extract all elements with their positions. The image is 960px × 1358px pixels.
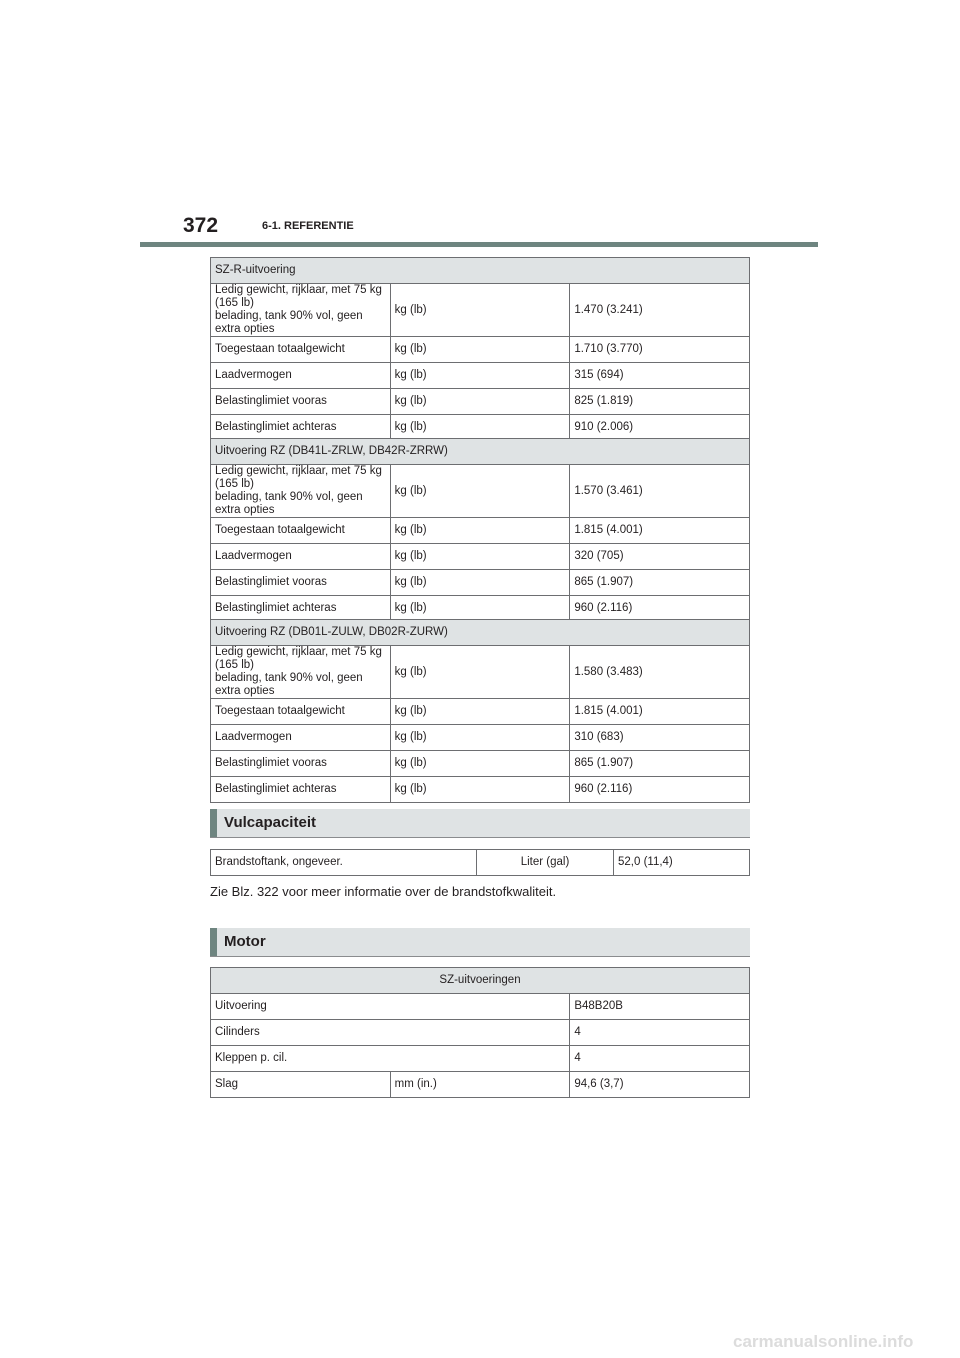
row-value: 1.815 (4.001) <box>570 518 750 544</box>
row-value: 315 (694) <box>570 363 750 389</box>
table-row <box>211 725 750 751</box>
weights-table-szr <box>210 257 750 441</box>
row-label-line: belading, tank 90% vol, geen extra opties <box>215 310 363 335</box>
table-row <box>211 646 750 699</box>
row-unit: kg (lb) <box>390 518 570 544</box>
row-label: Toegestaan totaalgewicht <box>211 337 391 363</box>
row-unit: kg (lb) <box>390 777 570 803</box>
table-row <box>211 1020 750 1046</box>
row-value: 52,0 (11,4) <box>614 850 750 876</box>
table-row <box>211 465 750 518</box>
row-unit: kg (lb) <box>390 465 570 518</box>
section-heading-label: Vulcapaciteit <box>224 814 316 831</box>
table-row <box>211 777 750 803</box>
table-row <box>211 389 750 415</box>
page-number: 372 <box>183 214 219 237</box>
row-label-line: Ledig gewicht, rijklaar, met 75 kg (165 lb) <box>215 646 382 671</box>
row-value: 320 (705) <box>570 544 750 570</box>
row-unit: kg (lb) <box>390 284 570 337</box>
table-row <box>211 415 750 441</box>
row-value: 960 (2.116) <box>570 596 750 622</box>
row-value: 94,6 (3,7) <box>570 1072 750 1098</box>
row-unit: kg (lb) <box>390 646 570 699</box>
row-label: Laadvermogen <box>211 544 391 570</box>
table-row <box>211 596 750 622</box>
table-title: SZ-R-uitvoering <box>211 258 750 284</box>
section-heading-label: Motor <box>224 933 266 950</box>
row-label: Brandstoftank, ongeveer. <box>211 850 477 876</box>
row-unit: kg (lb) <box>390 699 570 725</box>
table-row <box>211 284 750 337</box>
row-value: 1.580 (3.483) <box>570 646 750 699</box>
table-row <box>211 699 750 725</box>
row-unit: kg (lb) <box>390 389 570 415</box>
row-unit: kg (lb) <box>390 337 570 363</box>
fuel-table <box>210 849 750 876</box>
row-value: 865 (1.907) <box>570 570 750 596</box>
row-label: Uitvoering <box>211 994 570 1020</box>
table-title: Uitvoering RZ (DB01L-ZULW, DB02R-ZURW) <box>211 620 750 646</box>
row-value: 960 (2.116) <box>570 777 750 803</box>
row-label-line: belading, tank 90% vol, geen extra opties <box>215 672 363 697</box>
row-label: Laadvermogen <box>211 363 391 389</box>
row-label: Belastinglimiet achteras <box>211 777 391 803</box>
weights-table-rz-zr <box>210 438 750 622</box>
row-unit: mm (in.) <box>390 1072 570 1098</box>
table-row <box>211 337 750 363</box>
row-label-line: Ledig gewicht, rijklaar, met 75 kg (165 lb) <box>215 284 382 309</box>
table-row <box>211 363 750 389</box>
row-label: Cilinders <box>211 1020 570 1046</box>
heading-accent <box>210 809 217 837</box>
table-row <box>211 994 750 1020</box>
weights-table-rz-zu <box>210 619 750 803</box>
row-value: 825 (1.819) <box>570 389 750 415</box>
site-watermark: carmanualsonline.info <box>733 1332 914 1351</box>
fuel-quality-note: Zie Blz. 322 voor meer informatie over de brandstofkwaliteit. <box>210 884 557 899</box>
row-value: B48B20B <box>570 994 750 1020</box>
table-row <box>211 751 750 777</box>
row-unit: kg (lb) <box>390 570 570 596</box>
row-label <box>211 465 391 518</box>
header-divider <box>140 242 818 247</box>
heading-accent <box>210 928 217 956</box>
row-label: Kleppen p. cil. <box>211 1046 570 1072</box>
row-label: Belastinglimiet achteras <box>211 415 391 441</box>
row-label: Belastinglimiet vooras <box>211 570 391 596</box>
row-value: 310 (683) <box>570 725 750 751</box>
row-label: Belastinglimiet vooras <box>211 389 391 415</box>
row-value: 865 (1.907) <box>570 751 750 777</box>
row-value: 910 (2.006) <box>570 415 750 441</box>
row-unit: Liter (gal) <box>477 850 614 876</box>
row-value: 1.710 (3.770) <box>570 337 750 363</box>
row-label: Belastinglimiet achteras <box>211 596 391 622</box>
row-label: Slag <box>211 1072 391 1098</box>
table-row <box>211 518 750 544</box>
row-unit: kg (lb) <box>390 725 570 751</box>
row-unit: kg (lb) <box>390 363 570 389</box>
row-value: 4 <box>570 1046 750 1072</box>
row-unit: kg (lb) <box>390 415 570 441</box>
row-unit: kg (lb) <box>390 596 570 622</box>
row-unit: kg (lb) <box>390 751 570 777</box>
row-label <box>211 646 391 699</box>
row-label-line: Ledig gewicht, rijklaar, met 75 kg (165 lb) <box>215 465 382 490</box>
table-row <box>211 570 750 596</box>
row-value: 1.815 (4.001) <box>570 699 750 725</box>
row-label <box>211 284 391 337</box>
section-heading-capacity <box>210 809 750 838</box>
row-label: Laadvermogen <box>211 725 391 751</box>
section-heading-engine <box>210 928 750 957</box>
row-label: Toegestaan totaalgewicht <box>211 699 391 725</box>
row-unit: kg (lb) <box>390 544 570 570</box>
table-row <box>211 544 750 570</box>
row-label-line: belading, tank 90% vol, geen extra opties <box>215 491 363 516</box>
row-value: 4 <box>570 1020 750 1046</box>
section-title: 6-1. REFERENTIE <box>262 220 354 232</box>
table-title: Uitvoering RZ (DB41L-ZRLW, DB42R-ZRRW) <box>211 439 750 465</box>
row-value: 1.470 (3.241) <box>570 284 750 337</box>
table-row <box>211 850 750 876</box>
row-value: 1.570 (3.461) <box>570 465 750 518</box>
row-label: Belastinglimiet vooras <box>211 751 391 777</box>
table-title: SZ-uitvoeringen <box>211 968 750 994</box>
table-row <box>211 1072 750 1098</box>
engine-table <box>210 967 750 1098</box>
row-label: Toegestaan totaalgewicht <box>211 518 391 544</box>
table-row <box>211 1046 750 1072</box>
